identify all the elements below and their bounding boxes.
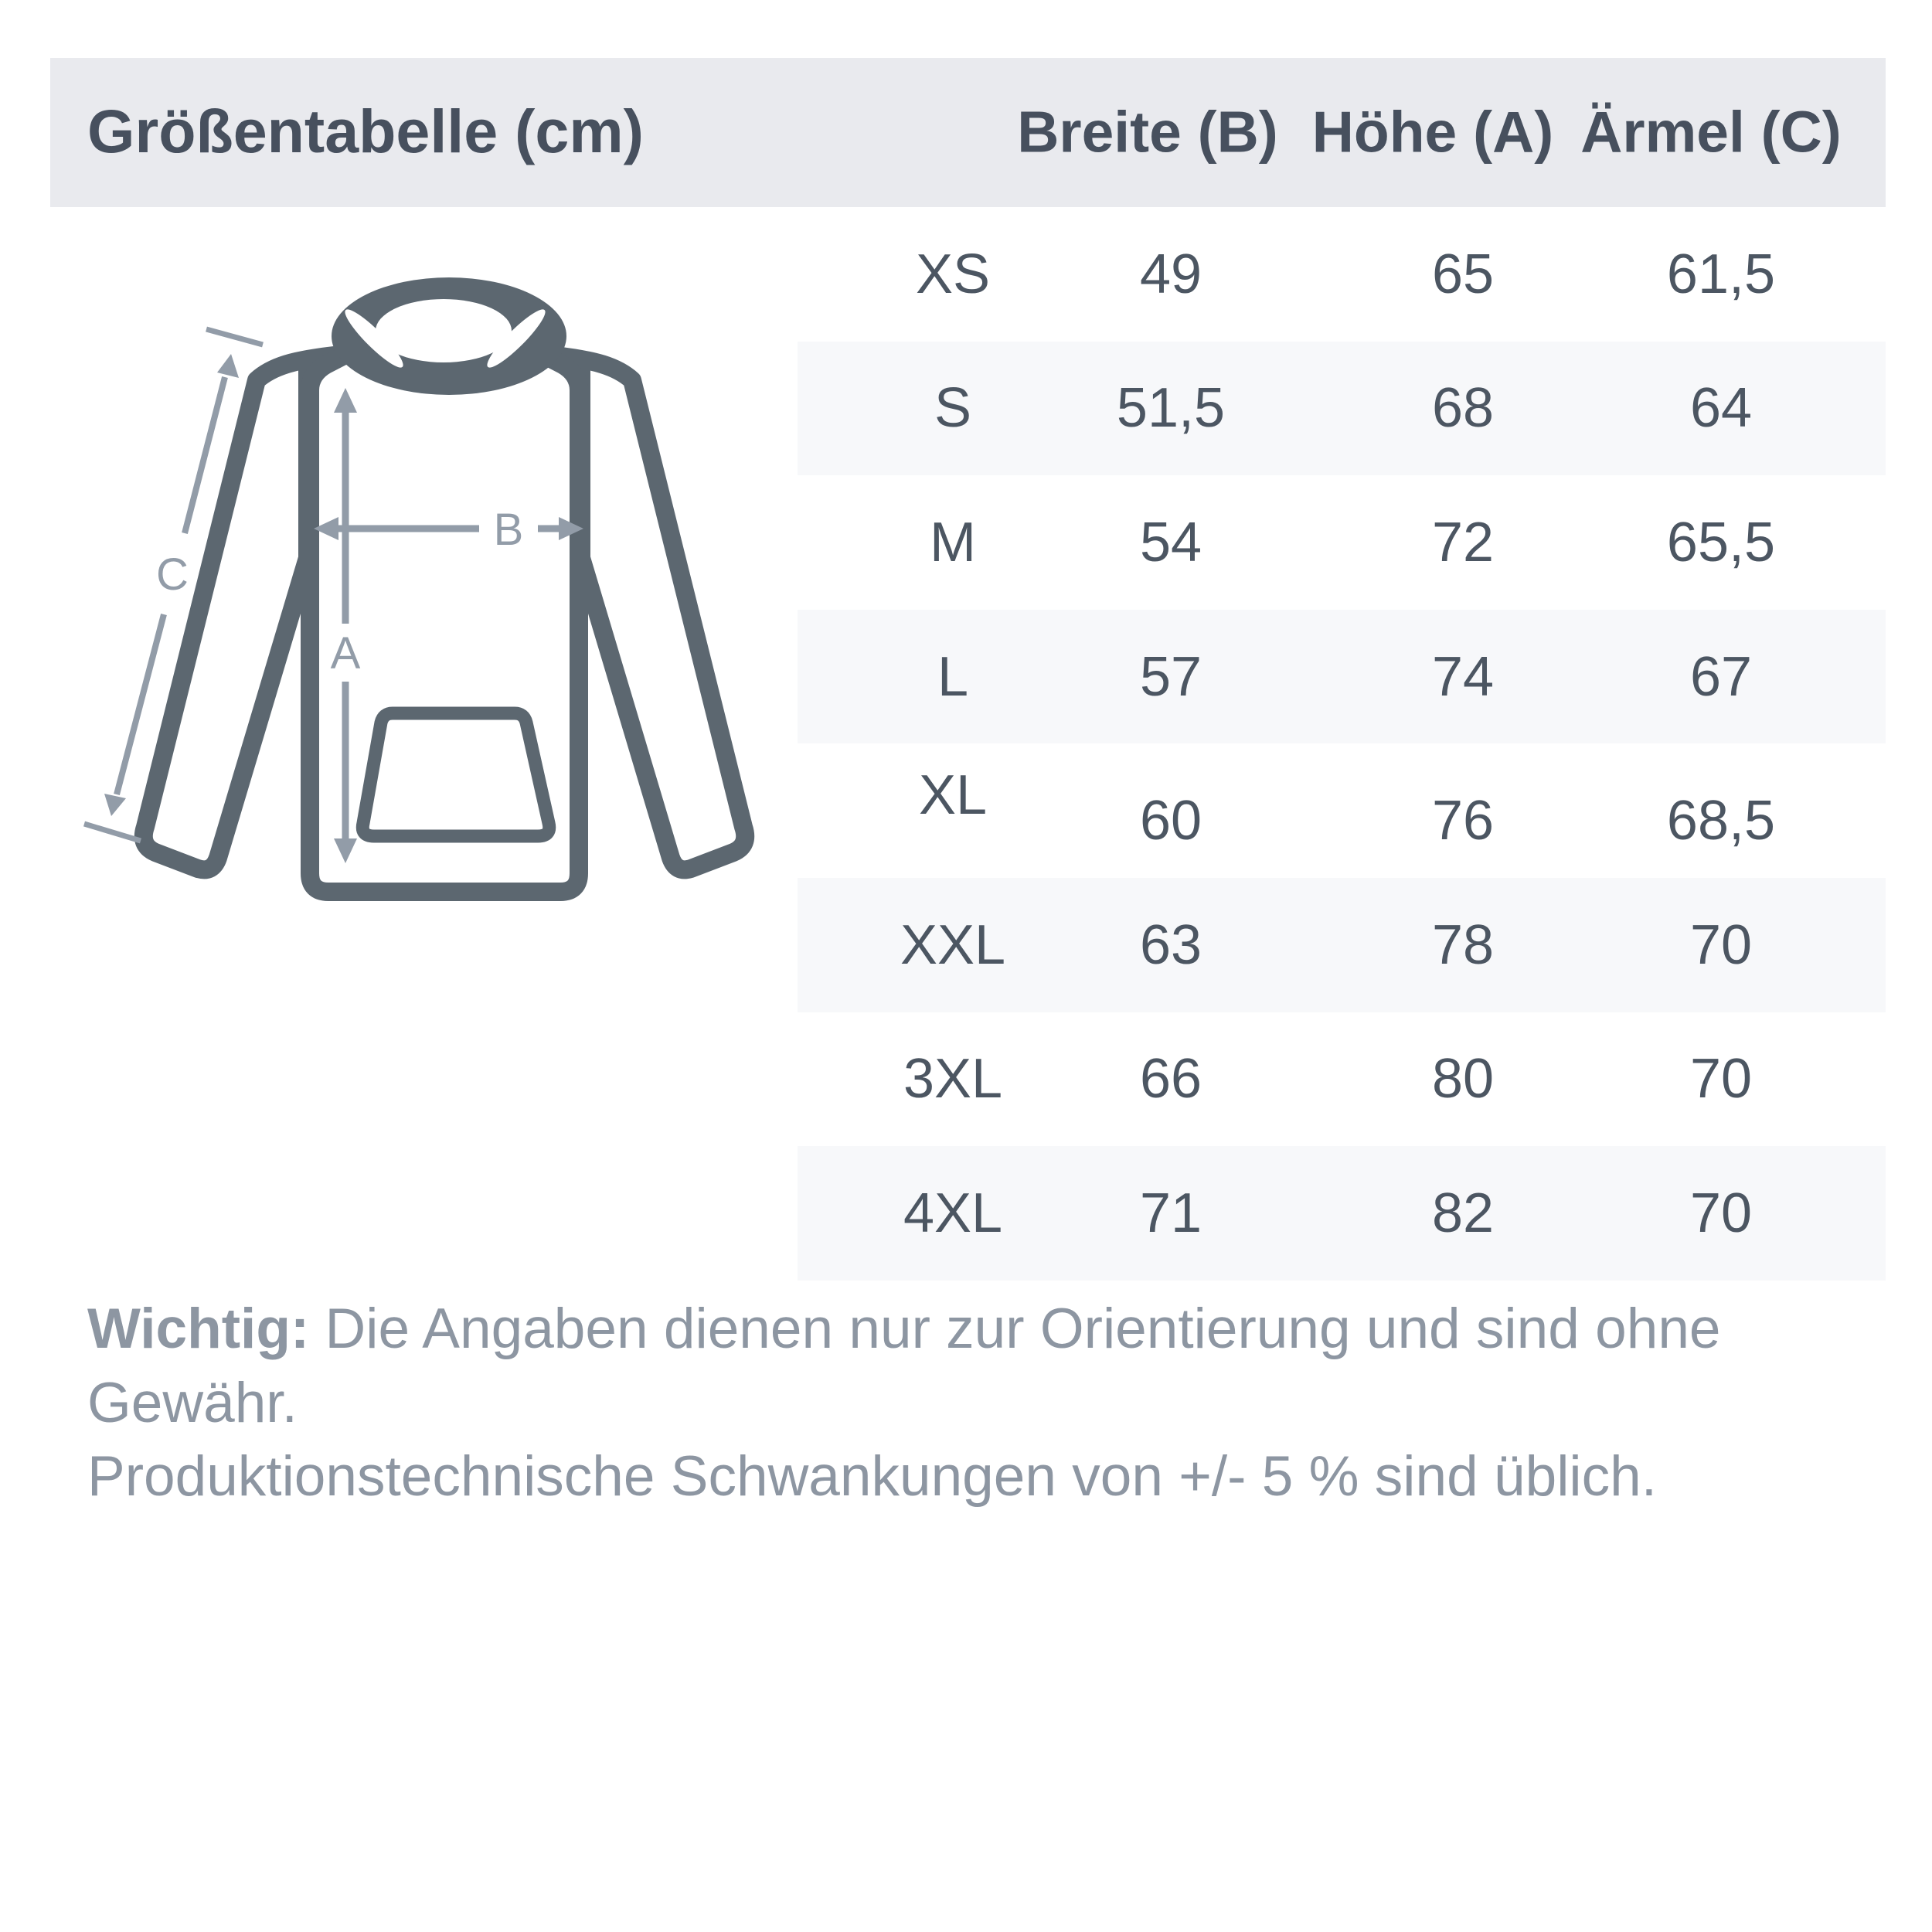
size-cell: 3XL <box>903 1048 1003 1111</box>
aermel-cell: 65,5 <box>1666 511 1776 573</box>
hoehe-cell: 74 <box>1431 645 1495 708</box>
breite-cell: 63 <box>1139 913 1202 976</box>
breite-cell: 71 <box>1139 1182 1202 1244</box>
size-cell: S <box>934 377 972 440</box>
table-header-bar <box>50 58 1886 207</box>
aermel-cell: 68,5 <box>1666 790 1776 852</box>
hoehe-cell: 80 <box>1431 1048 1495 1111</box>
aermel-cell: 64 <box>1689 377 1753 440</box>
note-line-1-text: Die Angaben dienen nur zur Orientierung und sind ohne Gewähr. <box>87 1298 1721 1434</box>
column-header-hoehe: Höhe (A) <box>1311 98 1554 164</box>
size-cell: XS <box>915 243 991 305</box>
hoehe-cell: 82 <box>1431 1182 1495 1244</box>
hoodie-measurement-diagram <box>46 209 819 904</box>
note-line-1 <box>87 1292 1888 1440</box>
hoodie-pocket <box>362 713 549 836</box>
hoehe-cell: 65 <box>1431 243 1495 305</box>
size-table-row <box>798 610 1886 744</box>
size-cell: XXL <box>900 913 1006 976</box>
size-cell: 4XL <box>903 1182 1003 1244</box>
breite-cell: 60 <box>1139 790 1202 852</box>
breite-cell: 66 <box>1139 1048 1202 1111</box>
breite-cell: 51,5 <box>1116 377 1226 440</box>
column-header-aermel: Ärmel (C) <box>1580 98 1842 164</box>
label-a: A <box>330 628 361 679</box>
size-table-row <box>798 1146 1886 1281</box>
note-bold-prefix: Wichtig: <box>87 1298 310 1360</box>
size-table-row <box>798 342 1886 476</box>
aermel-cell: 70 <box>1689 1048 1753 1111</box>
note-line-2: Produktionstechnische Schwankungen von +/- 5 % sind üblich. <box>87 1445 1658 1509</box>
aermel-cell: 61,5 <box>1666 243 1776 305</box>
size-table <box>798 207 1886 1281</box>
size-table-row <box>798 878 1886 1012</box>
label-c: C <box>156 549 189 600</box>
hoehe-cell: 78 <box>1431 913 1495 976</box>
hood-opening <box>376 299 512 362</box>
label-b: B <box>493 505 524 555</box>
hoehe-cell: 68 <box>1431 377 1495 440</box>
size-table-row <box>798 1012 1886 1147</box>
size-table-row <box>798 743 1886 878</box>
size-cell: XL <box>918 764 988 827</box>
aermel-cell: 70 <box>1689 913 1753 976</box>
aermel-cell: 70 <box>1689 1182 1753 1244</box>
size-cell: L <box>937 645 969 708</box>
page-title: Größentabelle (cm) <box>87 96 644 165</box>
aermel-cell: 67 <box>1689 645 1753 708</box>
disclaimer-note <box>87 1292 1888 1514</box>
size-cell: M <box>930 511 976 573</box>
breite-cell: 49 <box>1139 243 1202 305</box>
hoehe-cell: 76 <box>1431 790 1495 852</box>
size-table-row <box>798 207 1886 342</box>
size-table-row <box>798 475 1886 610</box>
breite-cell: 54 <box>1139 511 1202 573</box>
hoehe-cell: 72 <box>1431 511 1495 573</box>
column-header-breite: Breite (B) <box>1017 98 1278 164</box>
breite-cell: 57 <box>1139 645 1202 708</box>
